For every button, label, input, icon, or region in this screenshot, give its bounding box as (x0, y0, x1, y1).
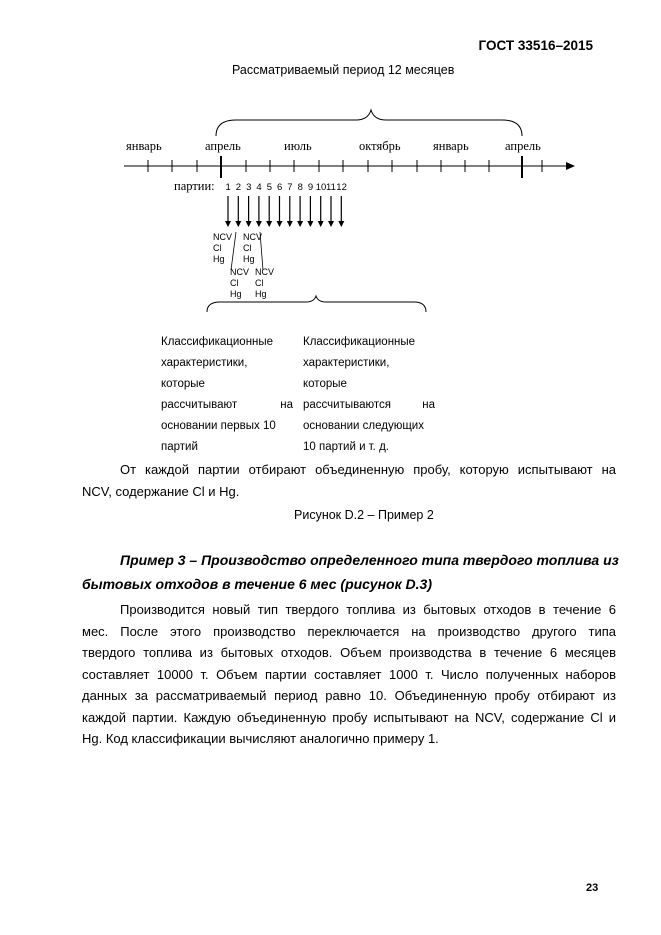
batch-number: 2 (235, 182, 242, 193)
svg-text:Hg: Hg (243, 254, 255, 264)
figure-caption: Рисунок D.2 – Пример 2 (294, 508, 434, 522)
svg-text:Hg: Hg (255, 289, 267, 299)
batch-number: 5 (266, 182, 272, 193)
batch-number: 7 (287, 182, 293, 193)
batch-number: 4 (256, 182, 262, 193)
svg-text:Cl: Cl (243, 243, 252, 253)
svg-text:Hg: Hg (213, 254, 225, 264)
month-label: апрель (205, 139, 241, 153)
page-number: 23 (586, 882, 599, 894)
period-brace (216, 110, 522, 136)
batch-number: 12 (336, 182, 347, 193)
figure-period-label: Рассматриваемый период 12 месяцев (232, 63, 455, 77)
month-label: январь (433, 139, 469, 153)
figure-note: От каждой партии отбирают объединенную пробу, которую испытывают на NCV, содержание Cl и Hg. (82, 462, 616, 499)
batch-numbers (226, 182, 347, 193)
svg-text:Cl: Cl (230, 278, 239, 288)
svg-text:NCV: NCV (230, 267, 250, 277)
month-ticks (148, 156, 542, 178)
month-label: апрель (505, 139, 541, 153)
batch-number: 10 (315, 182, 327, 193)
batch-number: 9 (307, 182, 314, 193)
test-labels (213, 232, 274, 299)
svg-text:Cl: Cl (213, 243, 222, 253)
batch-number: 1 (225, 182, 231, 193)
classification-column-left: Классификационные характеристики, которые рассчитывают на основании первых 10 партий (161, 336, 293, 453)
svg-text:NCV: NCV (213, 232, 233, 242)
month-label: июль (284, 139, 312, 153)
batch-number: 3 (246, 182, 252, 193)
batch-number: 11 (326, 182, 336, 193)
batches-label: партии: (174, 179, 215, 193)
month-label: октябрь (359, 139, 401, 153)
timeline-arrowhead (566, 162, 575, 170)
svg-text:NCV: NCV (255, 267, 275, 277)
month-label: январь (126, 139, 162, 153)
batch-number: 8 (297, 182, 303, 193)
svg-text:Hg: Hg (230, 289, 242, 299)
batch-number: 6 (277, 182, 283, 193)
classification-column-right: Классификационные характеристики, которые рассчитываются на основании следующих 10 партий и т. д. (303, 336, 435, 453)
standard-header: ГОСТ 33516–2015 (478, 38, 593, 53)
svg-text:Cl: Cl (255, 278, 264, 288)
example-3-heading: Пример 3 – Производство определенного типа твердого топлива из бытовых отходов в течение 6 мес (рисунок D.3) (82, 552, 619, 592)
svg-text:NCV: NCV (243, 232, 263, 242)
example-3-paragraph: Производится новый тип твердого топлива из бытовых отходов в течение 6 мес. После этого производство переключается на производство другого типа твердого топлива из бытовых отходов. Объем производства в течение 6 месяцев составляет 10000 т. Объем партии составляет 1000 т. Число полученных наборов данных за рассматриваемый период равно 10. Объединенную пробу отбирают из каждой партии. Каждую объединенную пробу испытывают на NCV, содержание Cl и Hg. Код классификации вычисляют аналогично примеру 1. (82, 602, 616, 746)
